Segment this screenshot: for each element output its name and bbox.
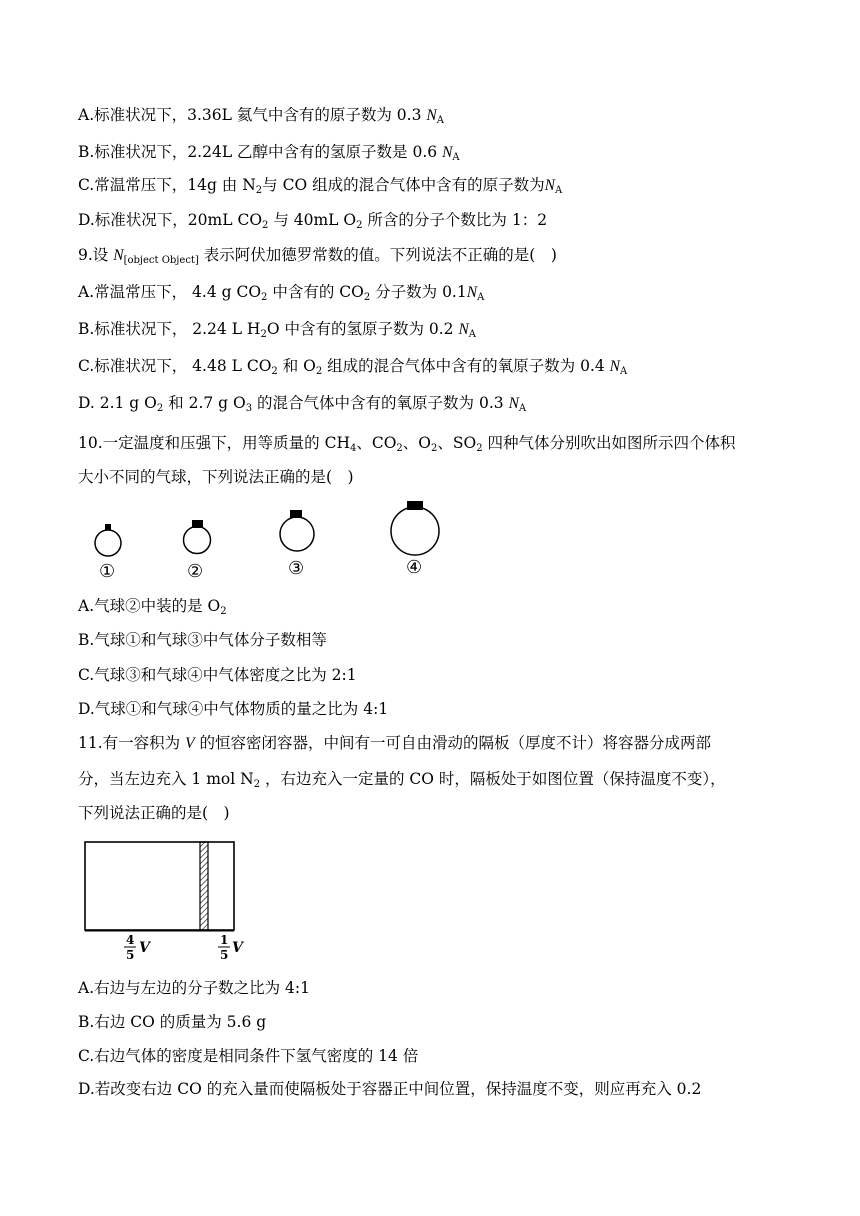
left-volume-label bbox=[124, 933, 152, 962]
q10-option-c bbox=[78, 664, 357, 686]
formula: O bbox=[343, 211, 357, 229]
subscript: 2 bbox=[255, 185, 263, 196]
option-text: 4.4 g CO bbox=[187, 283, 262, 301]
option-text: B.标准状况下，2.24L 乙醇中含有的氢原子数是 0.6 bbox=[78, 143, 443, 161]
subscript: A bbox=[452, 152, 460, 163]
stem-text: 10.一定温度和压强下，用等质量的 CH bbox=[78, 434, 350, 452]
option-text: 和 2.7 g O bbox=[163, 394, 246, 412]
q11-option-b bbox=[78, 1011, 266, 1033]
option-text: C.常温常压下，14g 由 N bbox=[78, 176, 256, 194]
option-text: 与 CO 组成的混合气体中含有的原子数为 bbox=[262, 176, 545, 194]
balloon-label-1: ① bbox=[99, 561, 116, 582]
q11-stem-line2 bbox=[78, 768, 726, 796]
svg-text:5: 5 bbox=[220, 948, 229, 962]
option-text: 2.24 L H bbox=[187, 320, 261, 338]
option-text: D. 2.1 g O bbox=[78, 394, 157, 412]
option-text: 4.48 L CO bbox=[187, 357, 272, 375]
subscript: 2 bbox=[396, 443, 403, 454]
right-volume-label bbox=[218, 933, 245, 962]
q10-option-b bbox=[78, 629, 327, 651]
balloon-label-4: ④ bbox=[406, 557, 423, 578]
stem-text: ，右边充入一定量的 CO 时，隔板处于如图位置（保持温度不变）， bbox=[260, 770, 726, 788]
subscript: 2 bbox=[476, 443, 483, 454]
q11-stem-line1 bbox=[78, 732, 711, 755]
subscript: 2 bbox=[431, 443, 438, 454]
option-text: A.标准状况下，3.36L 氦气中含有的原子数为 0.3 bbox=[78, 106, 427, 124]
option-text: A.气球②中装的是 O bbox=[78, 597, 221, 615]
subscript: 4 bbox=[349, 443, 357, 454]
option-text: 与 40mL bbox=[268, 211, 344, 229]
option-text: 分子数为 0.1 bbox=[370, 283, 467, 301]
balloon-label-3: ③ bbox=[288, 558, 305, 579]
container-box bbox=[85, 842, 234, 930]
q10-option-a bbox=[78, 595, 227, 623]
avogadro-symbol: N bbox=[458, 321, 469, 338]
option-text: C.标准状况下， bbox=[78, 357, 188, 375]
q10-option-d bbox=[78, 698, 388, 720]
q11-stem-line3 bbox=[78, 802, 230, 824]
option-text: 和 O bbox=[277, 357, 316, 375]
svg-text:V: V bbox=[232, 940, 243, 956]
option-text: B.标准状况下， bbox=[78, 320, 188, 338]
avogadro-symbol: N bbox=[466, 284, 478, 301]
avogadro-symbol: N bbox=[508, 395, 519, 412]
subscript: 2 bbox=[220, 606, 227, 617]
balloon-2 bbox=[184, 520, 211, 554]
option-text: 组成的混合气体中含有的氧原子数为 0.4 bbox=[322, 357, 610, 375]
subscript: A bbox=[620, 366, 628, 377]
subscript: A bbox=[468, 329, 477, 340]
stem-text: 、O bbox=[402, 434, 432, 452]
balloon-label-2: ② bbox=[187, 561, 204, 582]
stem-text: 表示阿伏加德罗常数的值。下列说法不正确的是( ) bbox=[198, 246, 557, 264]
svg-text:V: V bbox=[139, 940, 150, 956]
stem-text: 、CO bbox=[356, 434, 397, 452]
subscript: [object Object] bbox=[123, 255, 199, 266]
option-text: 中含有的 CO bbox=[267, 283, 364, 301]
stem-text: 9.设 bbox=[78, 246, 114, 264]
partition-plate bbox=[200, 842, 208, 930]
avogadro-symbol: N bbox=[442, 144, 453, 161]
subscript: 2 bbox=[356, 220, 363, 231]
option-text: D.气球①和气球④中气体物质的量之比为 4:1 bbox=[78, 700, 389, 718]
subscript: 2 bbox=[271, 366, 278, 377]
option-text: C.右边气体的密度是相同条件下氢气密度的 14 倍 bbox=[78, 1047, 419, 1065]
svg-text:1: 1 bbox=[220, 933, 229, 947]
subscript: 2 bbox=[315, 366, 323, 377]
stem-text: 、SO bbox=[437, 434, 477, 452]
avogadro-symbol: N bbox=[609, 358, 620, 375]
subscript: A bbox=[477, 292, 485, 303]
avogadro-symbol: N bbox=[113, 247, 124, 264]
avogadro-symbol: N bbox=[544, 177, 555, 194]
subscript: 2 bbox=[262, 220, 269, 231]
q11-option-a bbox=[78, 977, 310, 999]
subscript: A bbox=[554, 185, 563, 196]
volume-symbol: V bbox=[185, 735, 195, 752]
option-text: O 中含有的氢原子数为 0.2 bbox=[266, 320, 459, 338]
option-text: D.若改变右边 CO 的充入量而使隔板处于容器正中间位置，保持温度不变，则应再充入 0.2 bbox=[78, 1080, 702, 1098]
balloon-1 bbox=[95, 524, 121, 556]
option-text: 的混合气体中含有的氧原子数为 0.3 bbox=[252, 394, 509, 412]
option-text: D.标准状况下，20mL bbox=[78, 211, 238, 229]
option-text: B.右边 CO 的质量为 5.6 g bbox=[78, 1013, 267, 1031]
subscript: 2 bbox=[260, 329, 267, 340]
svg-text:4: 4 bbox=[126, 933, 135, 947]
balloon-3 bbox=[280, 510, 314, 551]
svg-text:5: 5 bbox=[126, 948, 135, 962]
stem-text: 四种气体分别吹出如图所示四个体积 bbox=[482, 434, 736, 452]
subscript: 2 bbox=[156, 403, 164, 414]
container-figure bbox=[85, 842, 234, 931]
q11-option-d bbox=[78, 1078, 701, 1100]
subscript: 2 bbox=[363, 292, 371, 303]
option-text: 所含的分子个数比为 1：2 bbox=[362, 211, 548, 229]
subscript: 3 bbox=[245, 403, 253, 414]
balloon-4 bbox=[391, 501, 439, 555]
stem-text: 大小不同的气球，下列说法正确的是( ) bbox=[78, 468, 354, 486]
option-text: B.气球①和气球③中气体分子数相等 bbox=[78, 631, 327, 649]
stem-text: 的恒容密闭容器，中间有一可自由滑动的隔板（厚度不计）将容器分成两部 bbox=[194, 734, 711, 752]
avogadro-symbol: N bbox=[426, 107, 437, 124]
stem-text: 分，当左边充入 1 mol N bbox=[78, 770, 254, 788]
stem-text: 11.有一容积为 bbox=[78, 734, 186, 752]
subscript: 2 bbox=[261, 292, 268, 303]
q11-option-c bbox=[78, 1045, 418, 1067]
subscript: 2 bbox=[253, 779, 261, 790]
option-text: A.常温常压下， bbox=[78, 283, 188, 301]
formula: CO bbox=[237, 211, 263, 229]
stem-text: 下列说法正确的是( ) bbox=[78, 804, 230, 822]
option-text: C.气球③和气球④中气体密度之比为 2:1 bbox=[78, 666, 357, 684]
subscript: A bbox=[518, 403, 527, 414]
subscript: A bbox=[436, 115, 444, 126]
option-text: A.右边与左边的分子数之比为 4:1 bbox=[78, 979, 310, 997]
